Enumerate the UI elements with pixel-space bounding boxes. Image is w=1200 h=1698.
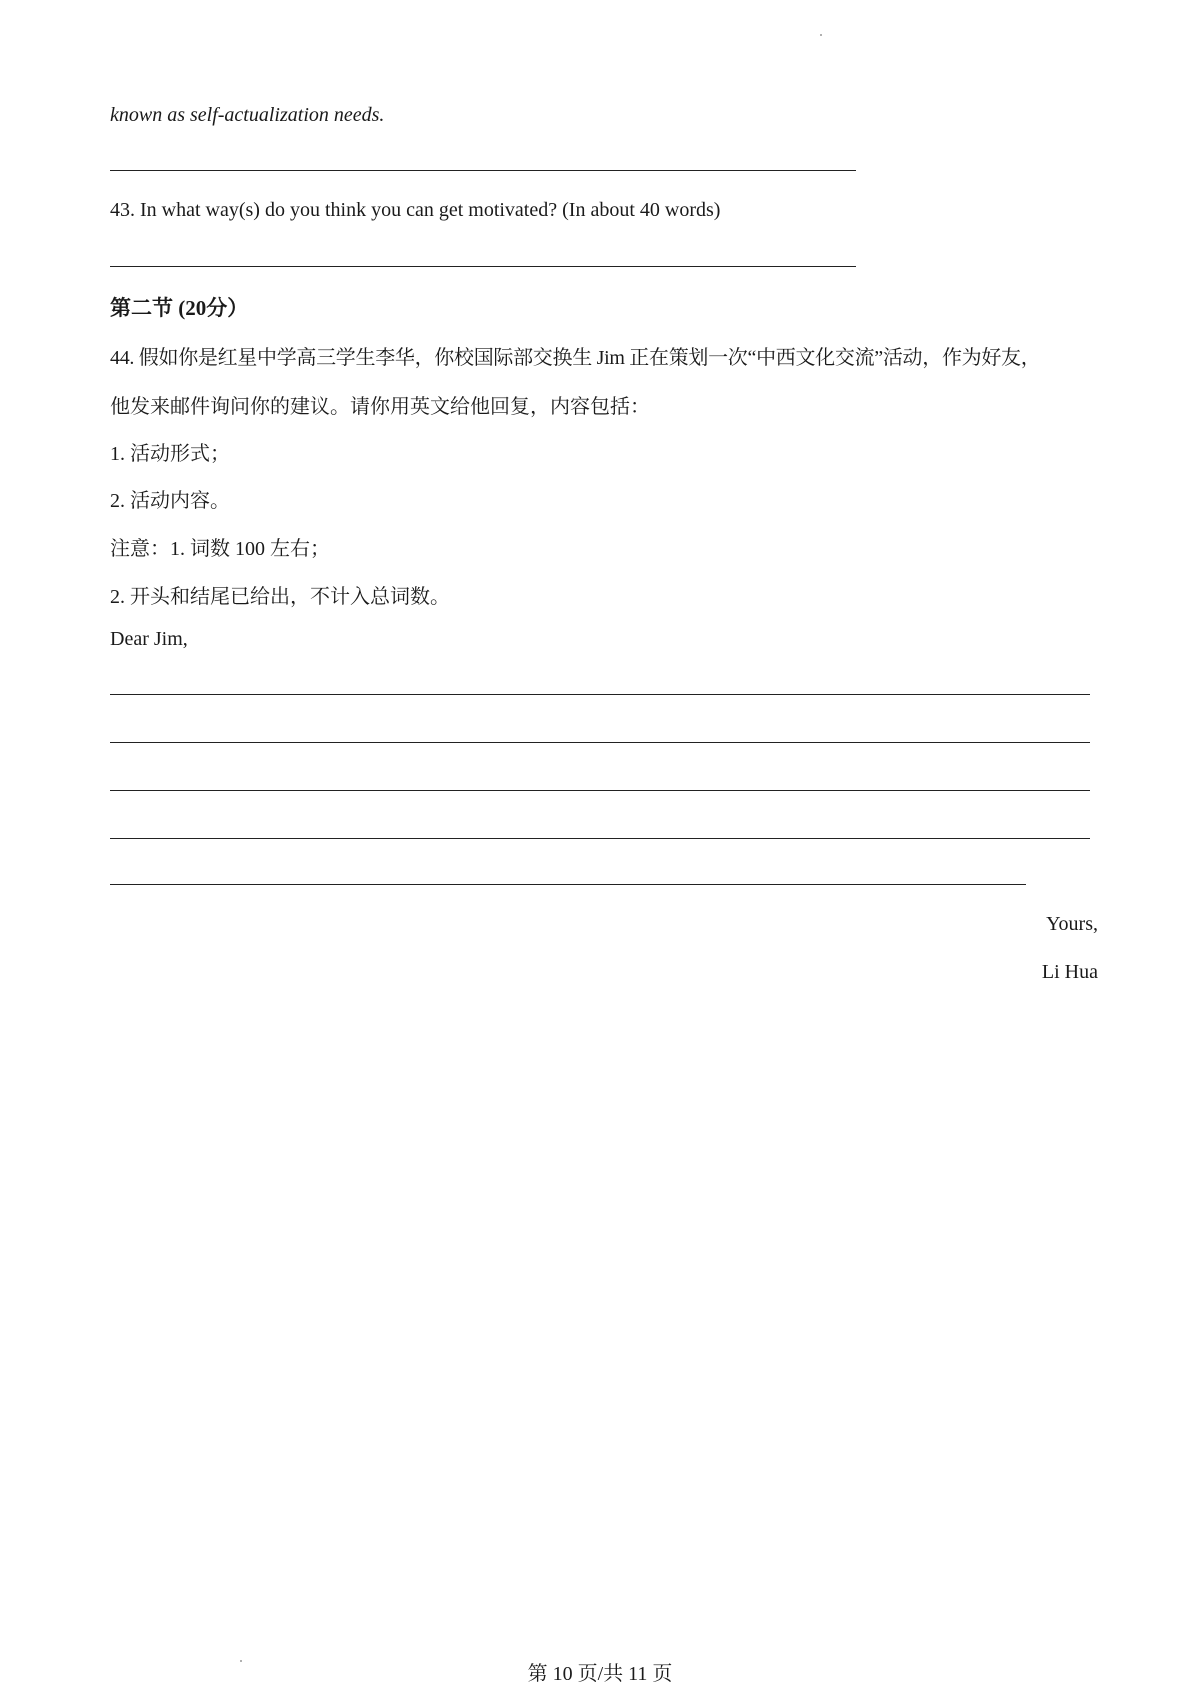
letter-salutation: Dear Jim, [110,628,188,650]
question-44-line-2: 他发来邮件询问你的建议。请你用英文给他回复，内容包括： [110,396,650,418]
letter-closing: Yours, [1046,913,1098,935]
writing-line-2 [110,742,1090,743]
letter-signature: Li Hua [1041,961,1098,983]
note-line-2: 2. 开头和结尾已给出，不计入总词数。 [110,586,450,608]
scan-speck [820,34,822,36]
writing-line-4 [110,838,1090,839]
page-footer: 第 10 页/共 11 页 [527,1663,673,1685]
section-heading: 第二节 (20分） [110,296,249,320]
previous-answer-tail: known as self-actualization needs. [110,104,385,126]
writing-line-5 [110,884,1026,885]
question-43-prompt: 43. In what way(s) do you think you can get motivated? (In about 40 words) [110,199,721,221]
writing-line-1 [110,694,1090,695]
question-44-line-1: 44. 假如你是红星中学高三学生李华，你校国际部交换生 Jim 正在策划一次“中西文化交流”活动，作为好友， [110,347,1041,369]
answer-line-43 [110,266,856,267]
note-line-1: 注意：1. 词数 100 左右； [110,538,330,560]
writing-line-3 [110,790,1090,791]
answer-line-42 [110,170,856,171]
content-point-1: 1. 活动形式； [110,443,230,465]
content-point-2: 2. 活动内容。 [110,490,230,512]
